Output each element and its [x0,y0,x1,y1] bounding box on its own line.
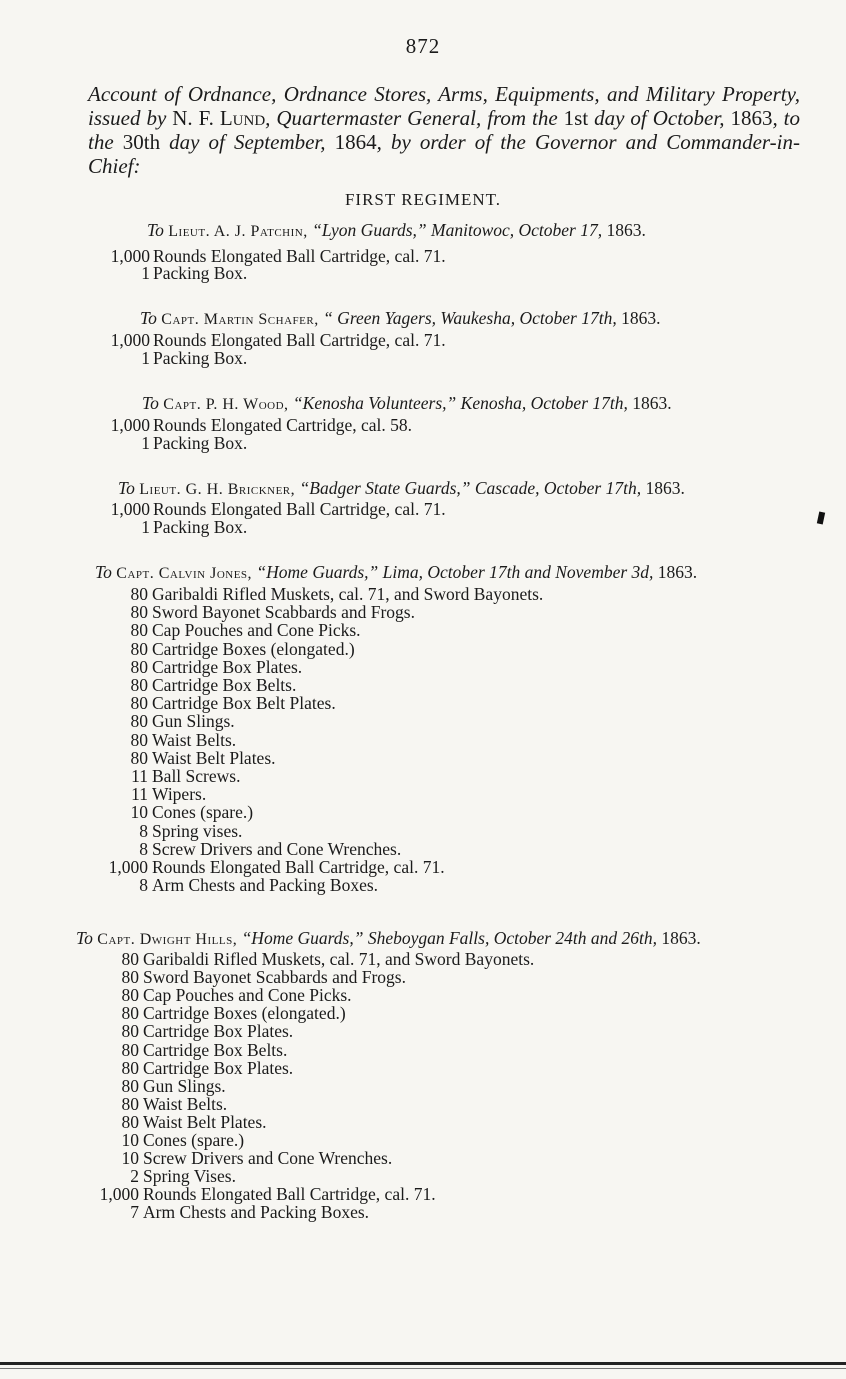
intro-year-2: 1864 [334,130,377,154]
item-quantity: 80 [130,747,148,768]
item-quantity: 80 [130,584,148,604]
recipient-name: Capt. Martin Schafer, [161,311,319,328]
item-description: Spring Vises. [143,1166,236,1187]
list-item [88,621,361,639]
list-item [79,1022,293,1040]
list-item [79,1059,293,1077]
company-name: “Kenosha Volunteers,” [292,393,457,413]
intro-text-4: , to the [88,106,800,154]
item-quantity: 80 [121,967,139,988]
item-description: Cartridge Box Plates. [143,1021,294,1042]
item-quantity: 1 [141,433,150,453]
list-item [79,1113,267,1131]
item-quantity: 1,000 [110,499,150,519]
item-description: Rounds Elongated Ball Cartridge, cal. 71. [152,857,445,877]
item-description: Cartridge Box Plates. [143,1057,294,1078]
item-quantity: 1,000 [110,415,150,435]
item-quantity: 11 [131,784,148,805]
item-quantity: 80 [121,949,139,969]
item-description: Sword Bayonet Scabbards and Frogs. [152,602,415,623]
item-quantity: 80 [121,1003,139,1024]
regiment-heading: FIRST REGIMENT. [344,190,502,209]
item-quantity: 80 [130,675,148,695]
place-date: Kenosha, October 17th, [460,393,628,413]
recipient-name: Capt. Calvin Jones, [116,565,253,582]
item-description: Cartridge Box Belt Plates. [152,693,336,714]
place-date: Manitowoc, October 17, [431,220,603,240]
item-description: Cartridge Box Plates. [152,656,303,677]
list-item [79,1004,346,1022]
list-item [88,712,235,730]
item-quantity: 1 [141,517,150,537]
year: 1863. [632,393,672,413]
list-item [90,349,247,367]
place-date: Waukesha, October 17th, [440,308,617,328]
list-item [88,876,378,894]
list-item [79,950,534,968]
item-quantity: 80 [121,1057,139,1078]
intro-paragraph [88,82,800,178]
year: 1863. [661,928,701,948]
quartermaster-name: N. F. Lund [172,106,266,130]
page-number: 872 [405,34,441,58]
item-description: Rounds Elongated Cartridge, cal. 58. [153,415,413,435]
list-item [90,416,412,434]
item-description: Cones (spare.) [152,802,254,823]
item-quantity: 2 [130,1166,139,1187]
list-item [90,264,247,282]
list-item [79,986,352,1004]
list-item [79,1167,236,1185]
list-item [90,518,247,536]
list-item [79,1131,244,1149]
section-heading [147,220,646,241]
item-description: Cap Pouches and Cone Picks. [143,985,352,1006]
intro-text-1: Account of Ordnance, Ordnance Stores, Arms, Equipments, and Military Property, issued by [88,82,800,130]
heading-to: To [76,928,93,948]
item-quantity: 80 [130,602,148,623]
ink-mark [817,512,825,525]
item-description: Cartridge Box Belts. [143,1039,288,1060]
heading-to: To [140,308,157,328]
item-quantity: 80 [121,1075,139,1096]
item-description: Waist Belt Plates. [152,747,276,768]
item-description: Packing Box. [153,517,248,537]
item-quantity: 8 [139,820,148,841]
list-item [79,1149,392,1167]
item-description: Packing Box. [153,348,248,368]
item-description: Wipers. [152,784,207,805]
item-description: Rounds Elongated Ball Cartridge, cal. 71. [143,1184,436,1205]
year: 1863. [621,308,661,328]
item-quantity: 8 [139,875,148,896]
page-bottom-rule [0,1362,846,1365]
list-item [79,1041,287,1059]
item-description: Gun Slings. [143,1075,226,1096]
recipient-name: Lieut. G. H. Brickner, [139,481,296,498]
list-item [88,767,240,785]
year: 1863. [645,478,685,498]
item-quantity: 7 [130,1202,139,1223]
recipient-name: Capt. Dwight Hills, [97,931,238,948]
item-quantity: 80 [121,1021,139,1042]
item-description: Screw Drivers and Cone Wrenches. [152,838,402,859]
item-description: Packing Box. [153,263,248,283]
item-quantity: 80 [121,1093,139,1114]
item-description: Ball Screws. [152,766,241,786]
list-item [88,785,206,803]
item-description: Cones (spare.) [143,1130,245,1150]
item-description: Cartridge Boxes (elongated.) [152,638,355,659]
item-description: Arm Chests and Packing Boxes. [152,875,379,896]
item-description: Sword Bayonet Scabbards and Frogs. [143,967,406,988]
item-quantity: 80 [130,620,148,641]
item-quantity: 80 [130,638,148,659]
list-item [88,676,296,694]
item-description: Gun Slings. [152,711,235,732]
list-item [90,331,446,349]
list-item [88,640,355,658]
intro-text-5: day of September, [160,130,335,154]
section-heading [76,928,701,949]
item-description: Cartridge Box Belts. [152,675,297,695]
company-name: “ Green Yagers, [323,308,437,328]
list-item [79,1095,227,1113]
item-description: Rounds Elongated Ball Cartridge, cal. 71. [153,330,446,350]
item-quantity: 11 [131,766,148,786]
item-description: Waist Belt Plates. [143,1111,267,1132]
year: 1863. [657,562,698,582]
item-quantity: 80 [130,729,148,750]
list-item [79,1203,369,1221]
item-quantity: 1,000 [108,857,148,877]
list-item [90,500,446,518]
item-quantity: 1,000 [99,1184,139,1205]
list-item [88,694,336,712]
recipient-name: Capt. P. H. Wood, [163,396,289,413]
item-description: Cap Pouches and Cone Picks. [152,620,361,641]
list-item [88,822,242,840]
page-bottom-rule-thin [0,1368,846,1369]
item-quantity: 1 [141,348,150,368]
item-quantity: 1 [141,263,150,283]
list-item [88,840,401,858]
item-quantity: 1,000 [110,246,150,266]
item-quantity: 80 [121,1039,139,1060]
heading-to: To [147,220,164,240]
list-item [79,968,406,986]
intro-day-2: 30th [122,130,161,154]
item-description: Waist Belts. [152,729,237,750]
list-item [88,658,302,676]
list-item [88,731,236,749]
intro-text-2: , Quartermaster General, from the [265,106,564,130]
item-description: Arm Chests and Packing Boxes. [143,1202,370,1223]
item-quantity: 8 [139,838,148,859]
place-date: Sheboygan Falls, October 24th and 26th, [367,928,658,948]
recipient-name: Lieut. A. J. Patchin, [168,223,308,240]
item-description: Rounds Elongated Ball Cartridge, cal. 71. [153,499,446,519]
section-heading [118,478,685,499]
list-item [79,1077,226,1095]
company-name: “Badger State Guards,” [299,478,471,498]
company-name: “Home Guards,” [256,562,379,582]
list-item [88,585,543,603]
list-item [88,858,445,876]
item-quantity: 1,000 [110,330,150,350]
company-name: “Lyon Guards,” [312,220,427,240]
heading-to: To [142,393,159,413]
item-description: Garibaldi Rifled Muskets, cal. 71, and Sword Bayonets. [152,584,544,604]
item-description: Spring vises. [152,820,243,841]
item-quantity: 80 [121,985,139,1006]
place-date: Cascade, October 17th, [474,478,642,498]
heading-to: To [95,562,112,582]
intro-day-1: 1st [563,106,589,130]
item-description: Garibaldi Rifled Muskets, cal. 71, and Sword Bayonets. [143,949,535,969]
item-quantity: 10 [130,802,148,823]
list-item [79,1185,436,1203]
intro-year-1: 1863 [730,106,773,130]
item-description: Waist Belts. [143,1093,228,1114]
heading-to: To [118,478,135,498]
item-quantity: 10 [121,1148,139,1169]
item-description: Packing Box. [153,433,248,453]
intro-text-3: day of October, [588,106,731,130]
company-name: “Home Guards,” [241,928,364,948]
section-heading [142,393,672,414]
item-quantity: 80 [130,711,148,732]
item-description: Rounds Elongated Ball Cartridge, cal. 71. [153,246,446,266]
place-date: Lima, October 17th and November 3d, [382,562,654,582]
list-item [90,434,247,452]
item-description: Cartridge Boxes (elongated.) [143,1003,346,1024]
list-item [88,803,253,821]
item-quantity: 80 [130,656,148,677]
section-heading [95,562,697,583]
section-heading [140,308,660,329]
list-item [88,749,276,767]
intro-text-6: , by order of the Governor and Commander-in-Chief: [88,130,800,178]
item-quantity: 10 [121,1130,139,1150]
year: 1863. [606,220,646,240]
item-quantity: 80 [121,1111,139,1132]
item-quantity: 80 [130,693,148,714]
list-item [88,603,415,621]
item-description: Screw Drivers and Cone Wrenches. [143,1148,393,1169]
